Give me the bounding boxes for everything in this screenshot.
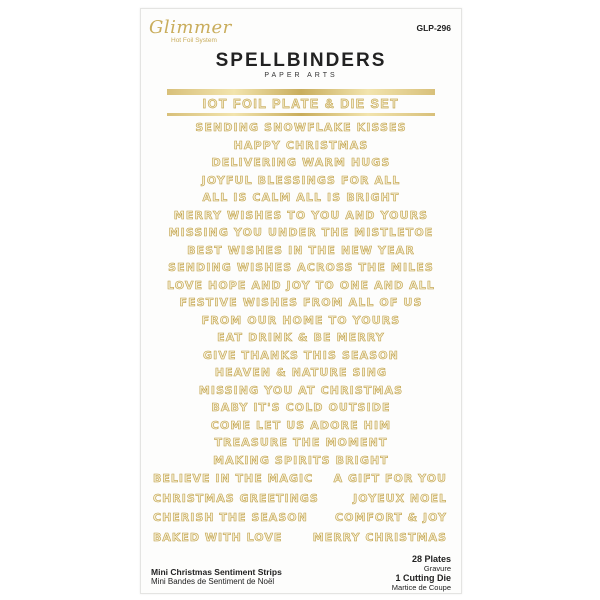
dies-count: 1 Cutting Die [395,573,451,583]
product-name-fr: Mini Bandes de Sentiment de Noël [151,577,275,586]
sentiment-strip: SENDING SNOWFLAKE KISSES [195,121,407,134]
sentiment-strip: HAPPY CHRISTMAS [233,138,369,152]
product-card [140,8,462,594]
brand-name: SPELLBINDERS [215,50,387,71]
sentiment-strip: LOVE HOPE AND JOY TO ONE AND ALL [166,278,435,292]
product-name-en: Mini Christmas Sentiment Strips [151,567,282,577]
set-title: IOT FOIL PLATE & DIE SET [202,97,400,111]
sentiment-strip: SENDING WISHES ACROSS THE MILES [168,261,434,274]
sentiment-strip-right: MERRY CHRISTMAS [312,530,447,544]
sentiment-strip: TREASURE THE MOMENT [214,436,388,449]
sentiment-strip: MISSING YOU UNDER THE MISTLETOE [168,226,434,239]
logo-tagline: Hot Foil System [171,37,217,44]
sentiment-strip: EAT DRINK & BE MERRY [217,331,385,344]
gold-foil-bar-bottom [167,113,435,116]
sentiment-strip-left: CHRISTMAS GREETINGS [153,491,319,505]
sentiment-strip: FROM OUR HOME TO YOURS [201,313,401,327]
sentiment-strip: COME LET US ADORE HIM [210,418,392,432]
sentiment-strip: MISSING YOU AT CHRISTMAS [198,383,404,397]
sentiment-strip: HEAVEN & NATURE SING [214,366,388,379]
sentiment-strip: MERRY WISHES TO YOU AND YOURS [173,208,429,222]
sentiment-strip-left: BELIEVE IN THE MAGIC [153,472,314,485]
brand-block [141,51,461,79]
dies-note: Martice de Coupe [391,583,451,592]
sentiment-pair-row [141,528,461,548]
sentiment-strip-right: A GIFT FOR YOU [333,472,447,485]
sentiment-strip-right: COMFORT & JOY [335,511,447,524]
sentiment-strip-left: CHERISH THE SEASON [153,511,308,524]
sentiment-strip-left: BAKED WITH LOVE [153,530,283,544]
plates-count: 28 Plates [411,554,451,564]
sku-label: GLP-296 [416,23,451,33]
plates-note: Gravure [423,564,451,573]
sentiment-strip: BEST WISHES IN THE NEW YEAR [187,243,415,257]
sentiment-strips [141,119,461,547]
sentiment-strip: ALL IS CALM ALL IS BRIGHT [202,191,400,204]
sentiment-strip: MAKING SPIRITS BRIGHT [213,453,389,467]
sentiment-strip: BABY IT'S COLD OUTSIDE [211,401,391,414]
sentiment-strip: GIVE THANKS THIS SEASON [203,348,399,362]
sentiment-strip: DELIVERING WARM HUGS [211,156,391,169]
sentiment-pair-row [141,469,461,489]
sentiment-pair-row [141,508,461,528]
product-contents-block [392,554,451,592]
logo-script: Glimmer [149,17,232,38]
product-name-block [151,567,282,587]
brand-subtitle: PAPER ARTS [264,72,338,79]
gold-foil-bar-top [167,89,435,95]
glimmer-logo [149,17,232,45]
sentiment-strip-right: JOYEUX NOEL [353,491,447,505]
sentiment-pair-row [141,489,461,509]
sentiment-strip: JOYFUL BLESSINGS FOR ALL [201,173,401,187]
sentiment-strip: FESTIVE WISHES FROM ALL OF US [179,296,423,309]
